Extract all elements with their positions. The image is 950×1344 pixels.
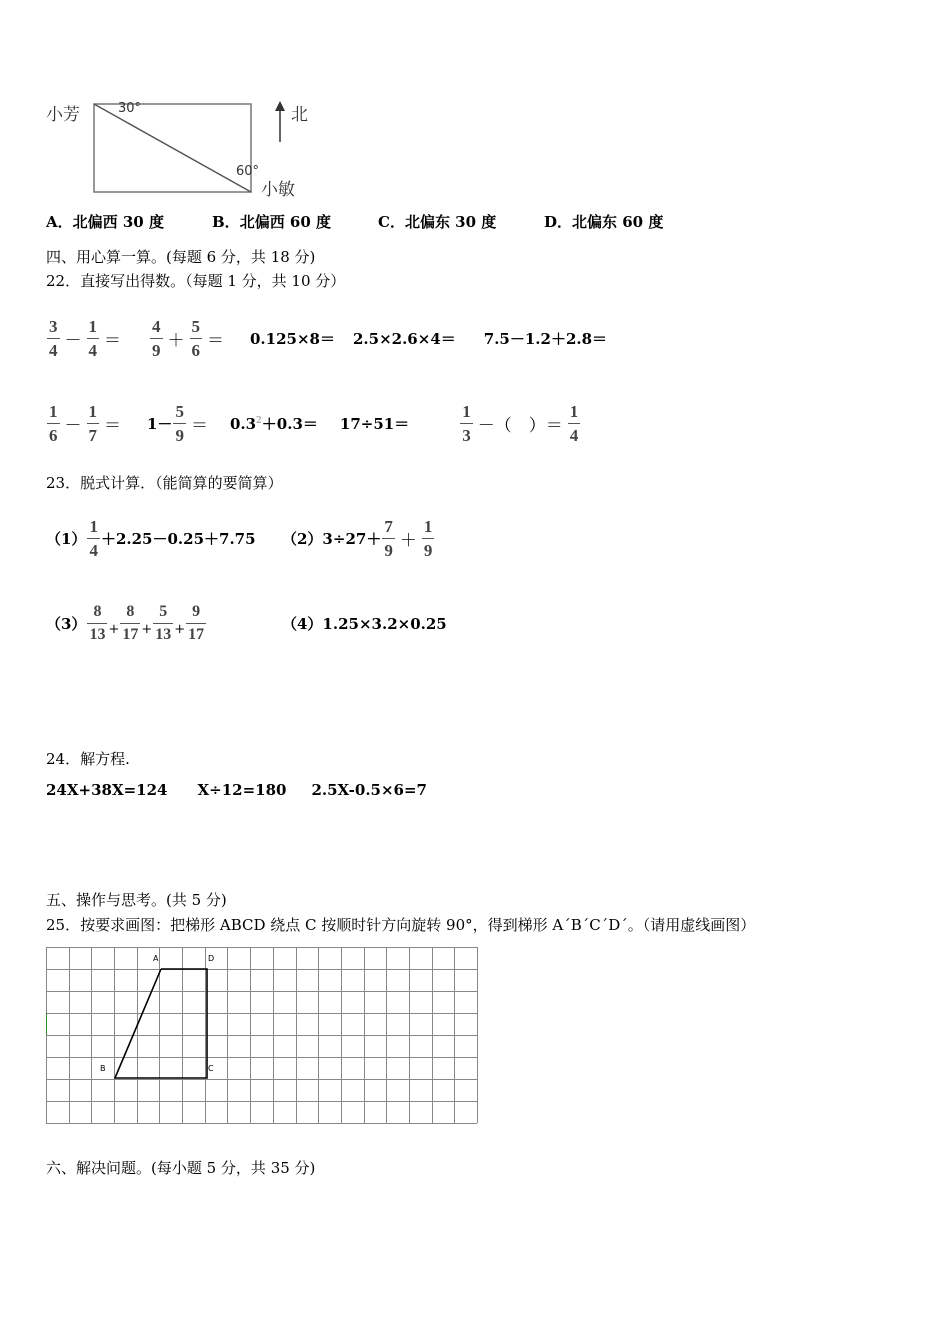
compass-figure: [40, 95, 320, 200]
fraction: $\frac{1}{4}$: [88, 316, 97, 360]
q23-part1: （1） $\frac{1}{4}$ ＋2.25－0.25＋7.75: [46, 516, 256, 560]
q24-equations: [46, 781, 427, 799]
fraction: $\frac{1}{4}$: [89, 516, 98, 560]
label-north: 北: [291, 105, 308, 125]
section-4-title: 四、用心算一算。(每题 6 分，共 18 分): [46, 248, 316, 266]
equation-2: X÷12=180: [197, 781, 287, 799]
fraction: $\frac{1}{3}$: [462, 401, 471, 445]
expr-75-12+28: 7.5－1.2＋2.8＝: [483, 329, 608, 348]
choice-d[interactable]: D．北偏东 60 度: [544, 213, 664, 231]
drawing-grid[interactable]: [46, 947, 478, 1124]
choice-c[interactable]: C．北偏东 30 度: [378, 213, 497, 231]
point-b-label: B: [100, 1064, 106, 1073]
choice-row: [46, 211, 663, 232]
grid-lines: [46, 947, 478, 1124]
fraction: $\frac{1}{4}$: [569, 401, 579, 445]
q25-title: 25．按要求画图：把梯形 ABCD 绕点 C 按顺时针方向旋转 90°，得到梯形 A´B´C´D´。（请用虚线画图）: [46, 916, 756, 934]
blank-paren[interactable]: －（ ）＝: [477, 415, 563, 436]
point-d-label: D: [208, 954, 215, 963]
fraction: $\frac{5}{13}$: [155, 602, 172, 643]
equation-3: 2.5X-0.5×6=7: [311, 781, 427, 799]
fraction: $\frac{9}{17}$: [188, 602, 205, 643]
trapezoid-abcd: [115, 969, 207, 1078]
label-xiaofang: 小芳: [46, 105, 80, 125]
q24-title: 24．解方程.: [46, 750, 130, 768]
q23-part4: （4）1.25×3.2×0.25: [282, 615, 447, 633]
section-5-title: 五、操作与思考。(共 5 分): [46, 891, 227, 909]
expr-03sq: $0.3^2+0.3=$: [229, 414, 318, 433]
point-c-label: C: [208, 1064, 214, 1073]
fraction: $\frac{8}{13}$: [89, 602, 106, 643]
choice-b[interactable]: B．北偏西 60 度: [212, 213, 332, 231]
fraction: $\frac{1}{7}$: [88, 401, 97, 445]
fraction: $\frac{1}{9}$: [423, 516, 433, 560]
fraction: $\frac{5}{9}$: [175, 401, 184, 445]
angle-30: 30°: [118, 101, 142, 116]
expr-17div51: 17÷51＝: [339, 414, 410, 433]
section-6-title: 六、解决问题。(每小题 5 分，共 35 分): [46, 1159, 316, 1177]
angle-60: 60°: [236, 164, 260, 179]
fraction: $\frac{8}{17}$: [122, 602, 139, 643]
q22-title: 22．直接写出得数。（每题 1 分，共 10 分）: [46, 272, 346, 290]
choice-a[interactable]: A．北偏西 30 度: [46, 213, 164, 231]
q23-part3: （3） $\frac{8}{13}$ + $\frac{8}{17}$ + $\frac{5}{13}$ + $\frac{9}{17}$: [46, 602, 205, 643]
q23-part2: （2）3÷27＋ $\frac{7}{9}$ ＋ $\frac{1}{9}$: [282, 516, 433, 560]
fraction: $\frac{4}{9}$: [152, 316, 161, 360]
q22-row2: $\frac{1}{6}$ － $\frac{1}{7}$ ＝ 1－ $\frac{5}{9}$ ＝ $0.3^2+0.3=$ 17÷51＝ $\frac{1}{3}$ －（ ）＝ $\frac{1}{4}$: [49, 401, 579, 445]
point-a-label: A: [153, 954, 159, 963]
q23-title: 23．脱式计算．（能简算的要简算）: [46, 474, 283, 492]
fraction: $\frac{3}{4}$: [49, 316, 58, 360]
fraction: $\frac{1}{6}$: [49, 401, 58, 445]
label-xiaomin: 小敏: [261, 180, 295, 200]
expr-25x26x4: 2.5×2.6×4＝: [352, 329, 456, 348]
equation-1: 24X+38X=124: [46, 781, 168, 799]
q22-row1: $\frac{3}{4}$ － $\frac{1}{4}$ ＝ $\frac{4}{9}$ ＋ $\frac{5}{6}$ ＝ 0.125×8＝ 2.5×2.6×4＝ 7.5－1.2＋2.8＝: [49, 316, 608, 360]
fraction: $\frac{7}{9}$: [384, 516, 393, 560]
fraction: $\frac{5}{6}$: [191, 316, 200, 360]
expr-0125x8: 0.125×8＝: [250, 329, 335, 348]
